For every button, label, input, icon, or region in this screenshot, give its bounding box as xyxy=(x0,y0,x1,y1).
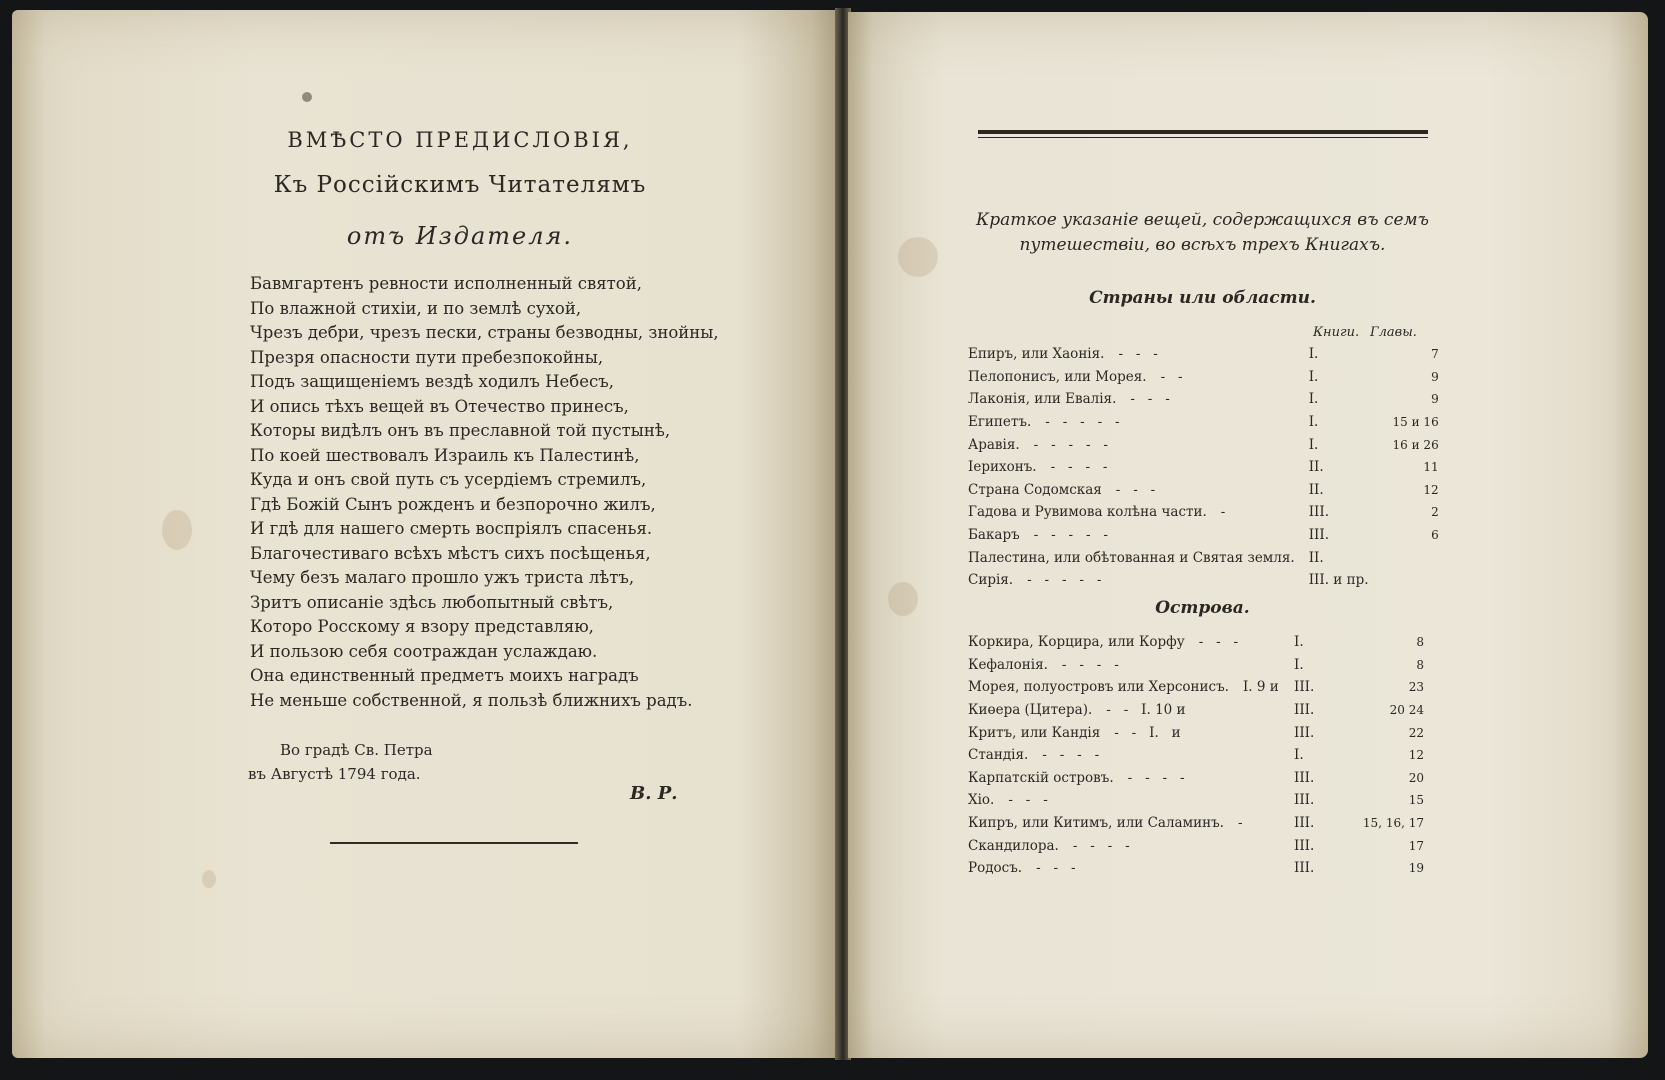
entry-chapter: 8 xyxy=(1416,635,1424,650)
entry-chapter: 15 xyxy=(1408,793,1424,808)
section-islands-title: Острова. xyxy=(1155,598,1250,618)
poem-line: По коей шествовалъ Израиль къ Палестинѣ, xyxy=(250,445,640,465)
poem-line: Не меньше собственной, я пользѣ ближнихъ радъ. xyxy=(250,690,693,710)
entry-cell xyxy=(968,343,1309,366)
entry-name: Епиръ, или Хаонія. xyxy=(968,346,1105,363)
poem-line: И пользою себя соотраждан услаждаю. xyxy=(250,641,598,661)
islands-table xyxy=(968,631,1424,880)
poem-line: Гдѣ Божій Сынъ рожденъ и безпорочно жилъ, xyxy=(250,494,656,514)
entry-name: Іерихонъ. xyxy=(968,459,1037,476)
table-row xyxy=(968,857,1424,880)
table-row xyxy=(968,789,1424,812)
entry-chapter: 20 24 xyxy=(1389,703,1424,718)
entry-chapter: 20 xyxy=(1408,770,1424,785)
publisher-signature: В. Р. xyxy=(630,783,678,804)
entry-chapter: 23 xyxy=(1408,680,1424,695)
entry-book: III. xyxy=(1294,679,1315,696)
entry-book: III. xyxy=(1294,724,1315,741)
poem-line: Зритъ описаніе здѣсь любопытный свѣтъ, xyxy=(250,592,614,612)
entry-chapter: 7 xyxy=(1431,347,1439,362)
entry-cell xyxy=(968,569,1309,592)
entry-leader: - - - - xyxy=(1061,656,1119,673)
table-row xyxy=(968,433,1439,456)
entry-cell xyxy=(968,479,1309,502)
table-row xyxy=(968,812,1424,835)
entry-leader: - - xyxy=(1160,368,1183,385)
entry-book: II. xyxy=(1308,459,1324,476)
entry-book: III. xyxy=(1294,702,1315,719)
preface-poem xyxy=(250,272,719,713)
entry-leader: - - - - - xyxy=(1033,527,1108,544)
entry-book: II. xyxy=(1308,481,1324,498)
entry-leader: - - - - xyxy=(1127,769,1185,786)
entry-book: I. xyxy=(1308,368,1319,385)
entry-cell xyxy=(968,654,1294,677)
entry-chapter: 2 xyxy=(1431,505,1439,520)
entry-leader: - - - xyxy=(1118,346,1158,363)
entry-name: Аравія. xyxy=(968,436,1020,453)
entry-book: I. xyxy=(1294,747,1304,764)
entry-leader: - - - - - xyxy=(1033,436,1108,453)
entry-name: Морея, полуостровъ или Херсонисъ. xyxy=(968,679,1229,696)
entry-leader: - - - xyxy=(1130,391,1170,408)
entry-cell xyxy=(968,721,1294,744)
table-row xyxy=(968,388,1439,411)
entry-cell xyxy=(968,433,1309,456)
entry-cell xyxy=(968,456,1309,479)
table-row xyxy=(968,676,1424,699)
poem-line: И опись тѣхъ вещей въ Отечество принесъ, xyxy=(250,396,629,416)
entry-chapter: 9 xyxy=(1431,369,1439,384)
entry-cell xyxy=(968,812,1294,835)
entry-name: Киөера (Цитера). xyxy=(968,702,1093,719)
table-row xyxy=(968,744,1424,767)
preface-from-publisher: отъ Издателя. xyxy=(346,222,574,250)
entry-leader: I. 9 и xyxy=(1242,679,1279,696)
table-row xyxy=(968,569,1439,592)
entry-leader: - - - - - xyxy=(1045,414,1120,431)
entry-cell xyxy=(968,546,1309,569)
entry-chapter: 12 xyxy=(1423,482,1439,497)
entry-cell xyxy=(968,411,1309,434)
entry-book: III. xyxy=(1294,769,1315,786)
poem-line: Подъ защищеніемъ вездѣ ходилъ Небесъ, xyxy=(250,372,614,391)
entry-cell xyxy=(968,699,1294,722)
entry-cell xyxy=(968,789,1294,812)
closing-rule xyxy=(330,842,578,844)
entry-book: I. xyxy=(1308,436,1319,453)
header-rule-thin xyxy=(978,137,1428,138)
entry-name: Хіо. xyxy=(968,792,995,809)
entry-name: Палестина, или обѣтованная и Святая земля. xyxy=(968,549,1295,566)
countries-table xyxy=(968,343,1439,592)
entry-name: Страна Содомская xyxy=(968,481,1102,498)
section-countries-title: Страны или области. xyxy=(1089,288,1316,308)
entry-name: Скандилора. xyxy=(968,837,1059,854)
entry-name: Кипръ, или Китимъ, или Саламинъ. xyxy=(968,815,1224,832)
poem-line: Чрезъ дебри, чрезъ пески, страны безводны, знойны, xyxy=(250,323,719,342)
entry-leader: - - - - xyxy=(1072,837,1130,854)
poem-line: По влажной стихіи, и по землѣ сухой, xyxy=(250,298,582,318)
place-date xyxy=(248,738,433,786)
poem-line: Чему безъ малаго прошло ужъ триста лѣтъ, xyxy=(250,568,635,587)
entry-chapter: 12 xyxy=(1408,748,1424,763)
entry-book: I. xyxy=(1308,346,1319,363)
entry-book: III. xyxy=(1294,815,1315,832)
entry-book: III. xyxy=(1294,792,1315,809)
header-rule-thick xyxy=(978,130,1428,134)
table-row xyxy=(968,456,1439,479)
table-row xyxy=(968,767,1424,790)
table-row xyxy=(968,524,1439,547)
entry-cell xyxy=(968,676,1294,699)
entry-name: Коркира, Корцира, или Корфу xyxy=(968,634,1185,651)
entry-book: III. xyxy=(1294,860,1315,877)
poem-line: Куда и онъ свой путь съ усердіемъ стремилъ, xyxy=(250,470,647,489)
entry-name: Сирія. xyxy=(968,572,1014,589)
col-books-header: Книги. xyxy=(1313,325,1360,340)
date-line: въ Августѣ 1794 года. xyxy=(248,765,421,783)
table-row xyxy=(968,546,1439,569)
entry-cell xyxy=(968,744,1294,767)
entry-chapter: 9 xyxy=(1431,392,1439,407)
poem-line: Которы видѣлъ онъ въ преславной той пустынѣ, xyxy=(250,421,671,440)
entry-cell xyxy=(968,388,1309,411)
entry-chapter: 8 xyxy=(1416,657,1424,672)
table-row xyxy=(968,721,1424,744)
entry-book: III. и пр. xyxy=(1308,572,1369,589)
entry-cell xyxy=(968,767,1294,790)
poem-line: Бавмгартенъ ревности исполненный святой, xyxy=(250,274,642,293)
entry-chapter: 16 и 26 xyxy=(1392,437,1439,452)
entry-leader: - - - xyxy=(1036,860,1076,877)
entry-leader: - - I. 10 и xyxy=(1106,702,1186,719)
entry-book: I. xyxy=(1308,391,1319,408)
table-row xyxy=(968,699,1424,722)
entry-name: Карпатскій островъ. xyxy=(968,769,1114,786)
entry-chapter xyxy=(1369,546,1439,569)
entry-chapter: 17 xyxy=(1408,838,1424,853)
entry-book: III. xyxy=(1294,837,1315,854)
entry-chapter: 15 и 16 xyxy=(1392,415,1439,430)
entry-leader: - xyxy=(1220,504,1226,521)
poem-line: И гдѣ для нашего смерть воспріялъ спасенья. xyxy=(250,519,653,538)
entry-chapter: 11 xyxy=(1423,460,1439,475)
entry-name: Лаконія, или Евалія. xyxy=(968,391,1117,408)
entry-book: III. xyxy=(1308,504,1329,521)
place-line: Во градѣ Св. Петра xyxy=(280,741,433,759)
entry-cell xyxy=(968,834,1294,857)
table-row xyxy=(968,411,1439,434)
col-chapters-header: Главы. xyxy=(1370,325,1417,340)
contents-heading: Краткое указаніе вещей, содержащихся въ семъ путешествіи, во всѣхъ трехъ Книгахъ. xyxy=(976,210,1429,255)
entry-name: Бакаръ xyxy=(968,527,1020,544)
entry-leader: - - - - xyxy=(1042,747,1100,764)
entry-chapter xyxy=(1369,569,1439,592)
entry-book: I. xyxy=(1308,414,1319,431)
table-row xyxy=(968,343,1439,366)
entry-leader: - - - xyxy=(1198,634,1239,651)
entry-leader: - - - - - xyxy=(1027,572,1102,589)
table-row xyxy=(968,366,1439,389)
entry-cell xyxy=(968,501,1309,524)
preface-title: ВМѢСТО ПРЕДИСЛОВІЯ, xyxy=(287,128,633,152)
entry-cell xyxy=(968,857,1294,880)
table-row xyxy=(968,654,1424,677)
entry-chapter: 22 xyxy=(1408,725,1424,740)
entry-chapter: 19 xyxy=(1408,861,1424,876)
entry-chapter: 15, 16, 17 xyxy=(1362,816,1424,831)
entry-leader: - - - xyxy=(1115,481,1156,498)
entry-chapter: 6 xyxy=(1431,528,1439,543)
entry-book: I. xyxy=(1294,634,1304,651)
entry-name: Критъ, или Кандія xyxy=(968,724,1101,741)
preface-subtitle: Къ Россійскимъ Читателямъ xyxy=(273,172,647,198)
entry-leader: - xyxy=(1237,815,1243,832)
entry-leader: - - I. и xyxy=(1114,724,1181,741)
entry-leader: - - - xyxy=(1008,792,1048,809)
entry-book: III. xyxy=(1308,527,1329,544)
entry-name: Пелопонисъ, или Морея. xyxy=(968,368,1147,385)
table-row xyxy=(968,501,1439,524)
entry-name: Стандія. xyxy=(968,747,1029,764)
entry-cell xyxy=(968,366,1309,389)
entry-name: Кефалонія. xyxy=(968,656,1048,673)
entry-name: Египетъ. xyxy=(968,414,1032,431)
poem-line: Которо Росскому я взору представляю, xyxy=(250,617,594,636)
entry-cell xyxy=(968,524,1309,547)
entry-leader: - - - - xyxy=(1050,459,1108,476)
table-row xyxy=(968,834,1424,857)
table-row xyxy=(968,479,1439,502)
table-row xyxy=(968,631,1424,654)
poem-line: Благочестиваго всѣхъ мѣстъ сихъ посѣщенья, xyxy=(250,543,651,563)
entry-book: I. xyxy=(1294,656,1304,673)
poem-line: Презря опасности пути пребезпокойны, xyxy=(250,347,604,367)
entry-book: II. xyxy=(1308,549,1324,566)
poem-line: Она единственный предметъ моихъ наградъ xyxy=(250,666,639,685)
entry-cell xyxy=(968,631,1294,654)
entry-name: Родосъ. xyxy=(968,860,1023,877)
entry-name: Гадова и Рувимова колѣна части. xyxy=(968,504,1207,521)
